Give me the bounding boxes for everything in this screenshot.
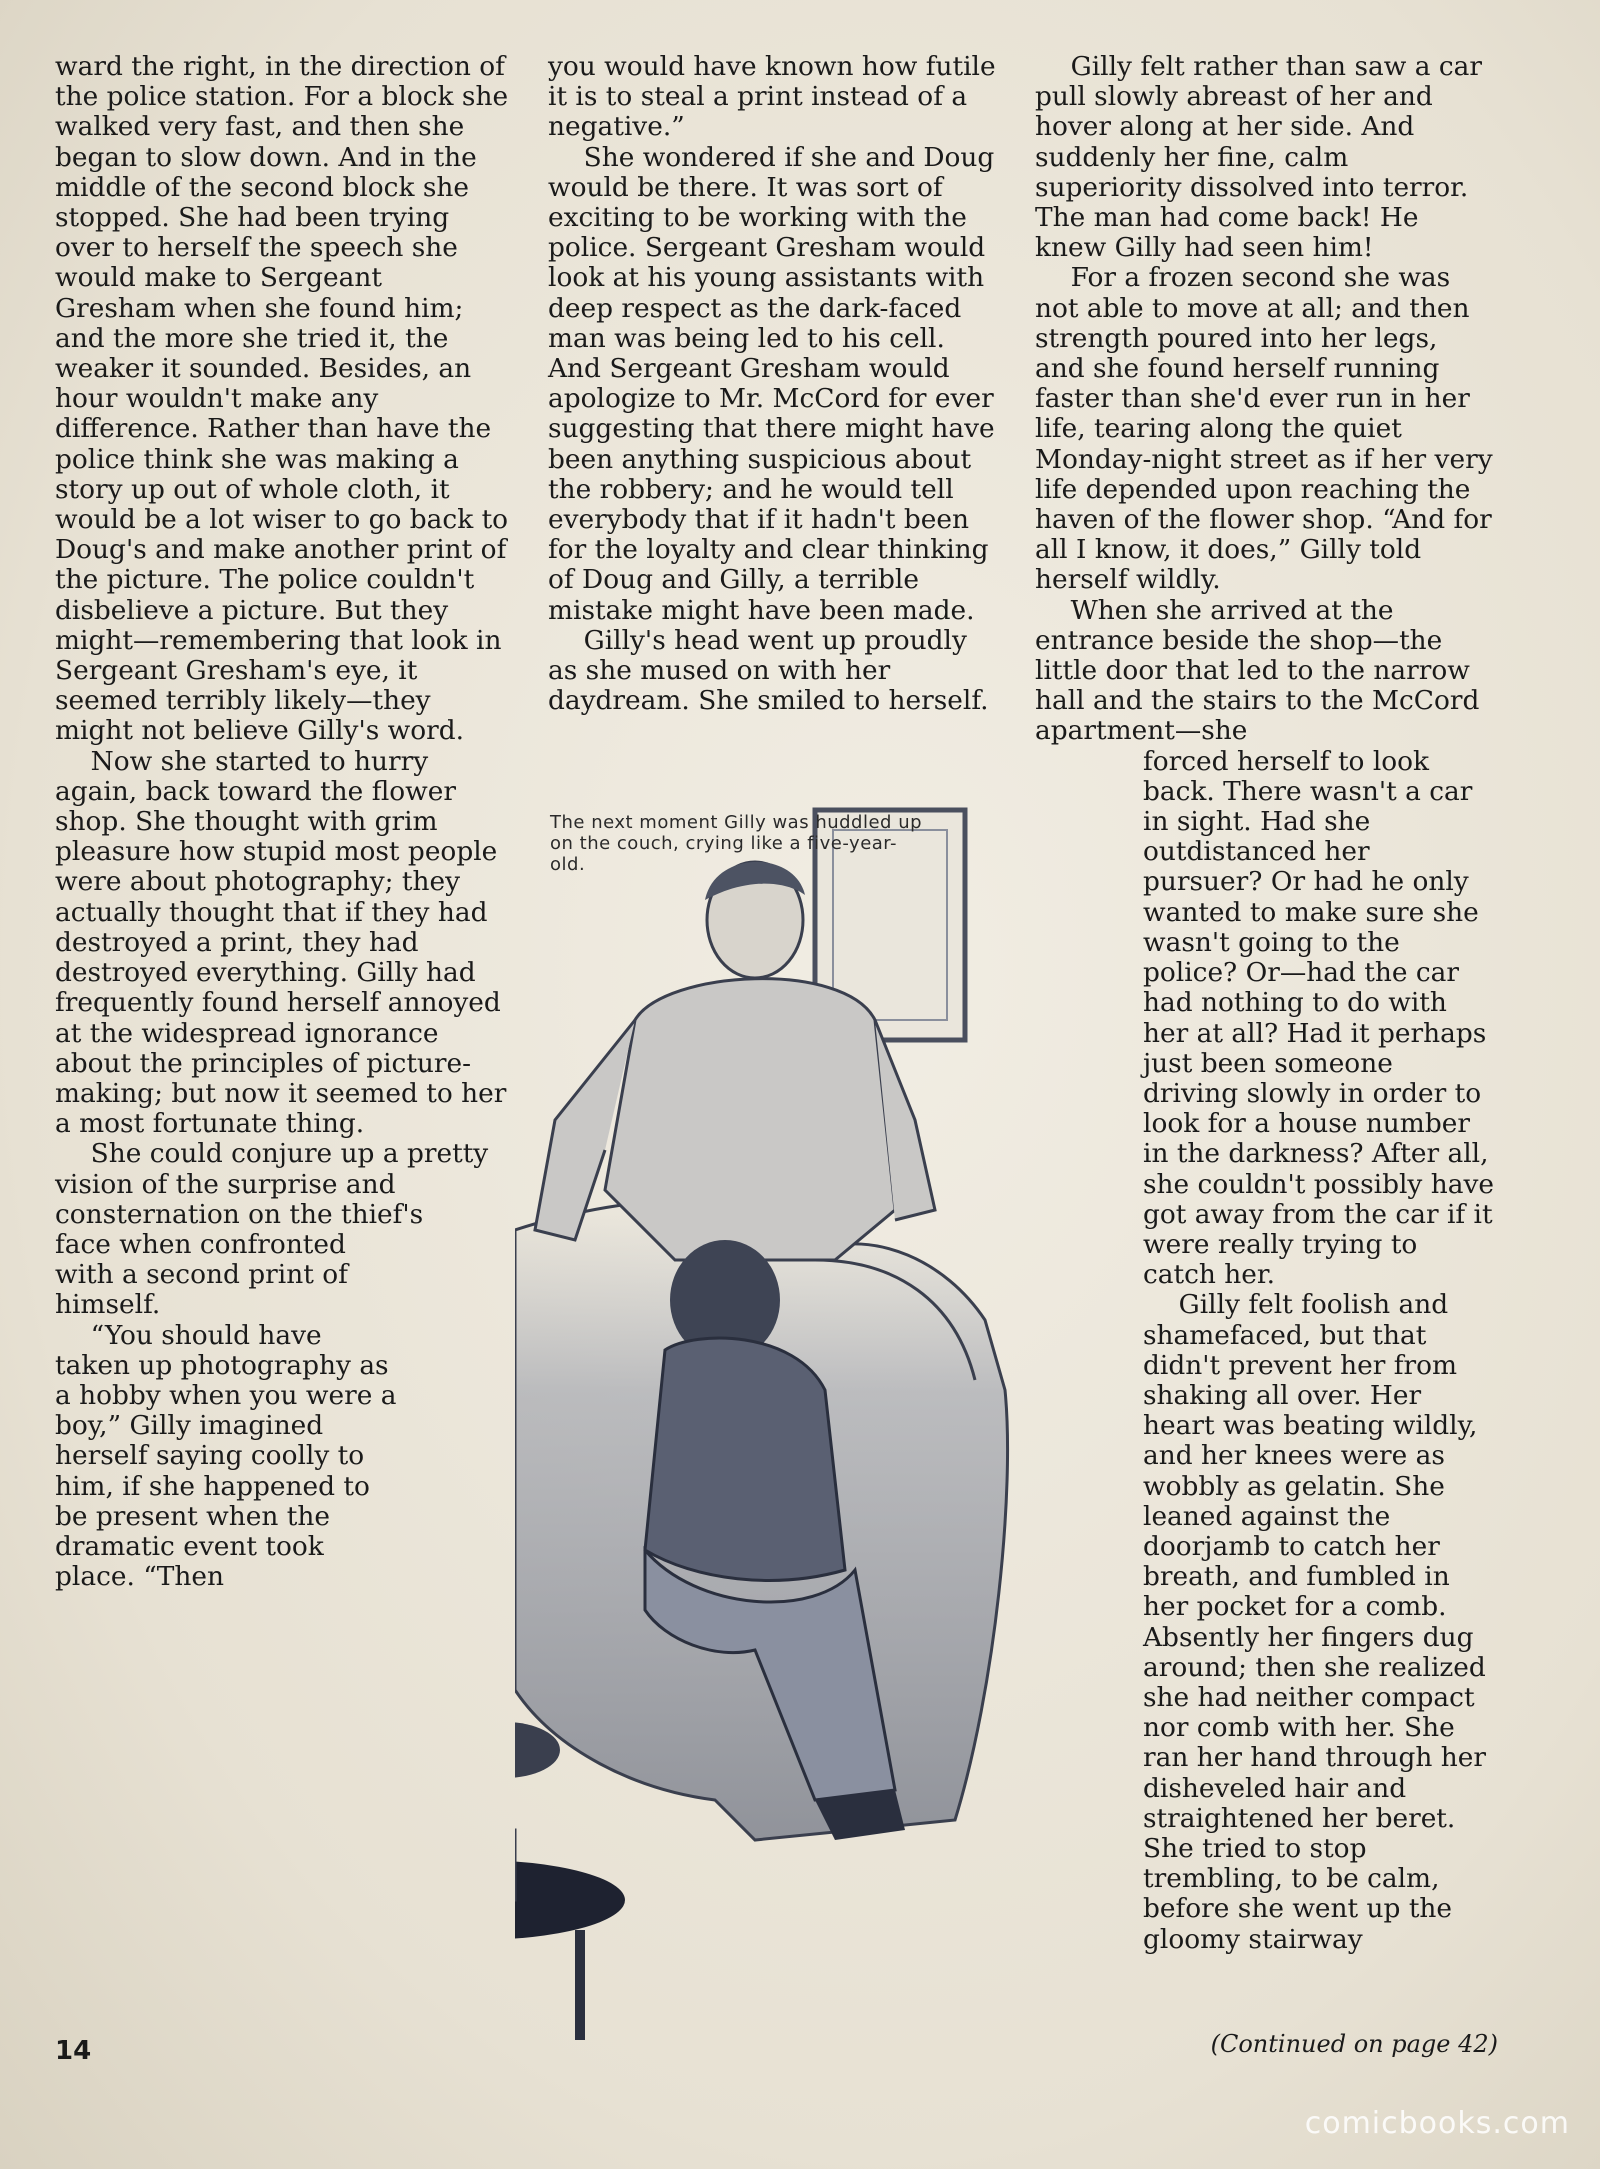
continued-note: (Continued on page 42) [1210,2030,1498,2058]
paragraph: She wondered if she and Doug would be there. It was sort of exciting to be working with the police. Sergeant Gresham would look at his young assistants with deep respect as the dark-faced man was being led to his cell. And Sergeant Gresham would apologize to Mr. McCord for ever suggesting that there might have been anything suspicious about the robbery; and he would tell everybody that if it hadn't been for the loyalty and clear thinking of Doug and Gilly, a terrible mistake might have been made. [548,141,995,626]
paragraph: forced herself to look back. There wasn't a car in sight. Had she outdistanced her pursuer? Or had he only wanted to make sure she wasn't going to the police? Or—had the car had nothing to do with her at all? Had it perhaps just been someone driving slowly in order to look for a house number in the darkness? After all, she couldn't possibly have got away from the car if it were really trying to catch her. [1143,745,1494,1291]
paragraph: Gilly's head went up proudly as she mused on with her daydream. She smiled to herself. [548,624,989,717]
story-illustration [515,790,1155,2050]
paragraph: She could conjure up a pretty vision of the surprise and consternation on the thief's [55,1138,489,1230]
side-table [515,1830,625,2040]
watermark: comicbooks.com [1304,2106,1570,2141]
paragraph: For a frozen second she was not able to move at all; and then strength poured into her legs, and she found herself running faster than she'd ever run in her life, tearing along the quiet Monday-night street as if her very life depended upon reaching the haven of the flower shop. “And for all I know, it does,” Gilly told herself wildly. [1035,262,1493,596]
paragraph: face when confronted with a second print of himself. [55,1228,348,1321]
paragraph: Now she started to hurry again, back toward the flower shop. She thought with grim pleasure how stupid most people were about photography; they actually thought that if they had destroyed a print, they had destroyed everything. Gilly had frequently found herself annoyed at the widespread ignorance about the principles of picture-making; but now it seemed to her a most fortunate thing. [55,745,507,1140]
paragraph: When she arrived at the entrance beside the shop—the little door that led to the narrow hall and the stairs to the McCord apartment—she [1035,594,1480,747]
paragraph: you would have known how futile it is to steal a print instead of a negative.” [548,51,996,143]
paragraph: Gilly felt rather than saw a car pull slowly abreast of her and hover along at her side. And suddenly her fine, calm superiority dissolved into terror. The man had come back! He knew Gilly had seen him! [1035,51,1482,264]
paragraph: Gilly felt foolish and shamefaced, but that didn't prevent her from shaking all over. Her heart was beating wildly, and her knees were as wobbly as gelatin. She leaned against the doorjamb to catch her breath, and fumbled in her pocket for a comb. Absently her fingers dug around; then she realized she had neither compact nor comb with her. She ran her hand through her disheveled hair and straightened her beret. She tried to stop trembling, to be calm, before she went up the gloomy stairway [1143,1289,1486,1955]
text-column-1 [55,52,510,1592]
paragraph: “You should have taken up photography as a hobby when you were a boy,” Gilly imagined herself saying coolly to him, if she happened to be present when the dramatic event took place. “Then [55,1319,397,1593]
page-number: 14 [55,2036,92,2066]
text-column-2 [548,52,1000,716]
paragraph: ward the right, in the direction of the police station. For a block she walked very fast, and then she began to slow down. And in the middle of the second block she stopped. She had been trying over to herself the speech she would make to Sergeant Gresham when she found him; and the more she tried it, the weaker it sounded. Besides, an hour wouldn't make any difference. Rather than have the police think she was making a story up out of whole cloth, it would be a lot wiser to go back to Doug's and make another print of the picture. The police couldn't disbelieve a picture. But they might—remembering that look in Sergeant Gresham's eye, it seemed terribly likely—they might not believe Gilly's word. [55,51,509,747]
illustration-caption: The next moment Gilly was huddled up on the couch, crying like a five-year-old. [550,812,923,875]
